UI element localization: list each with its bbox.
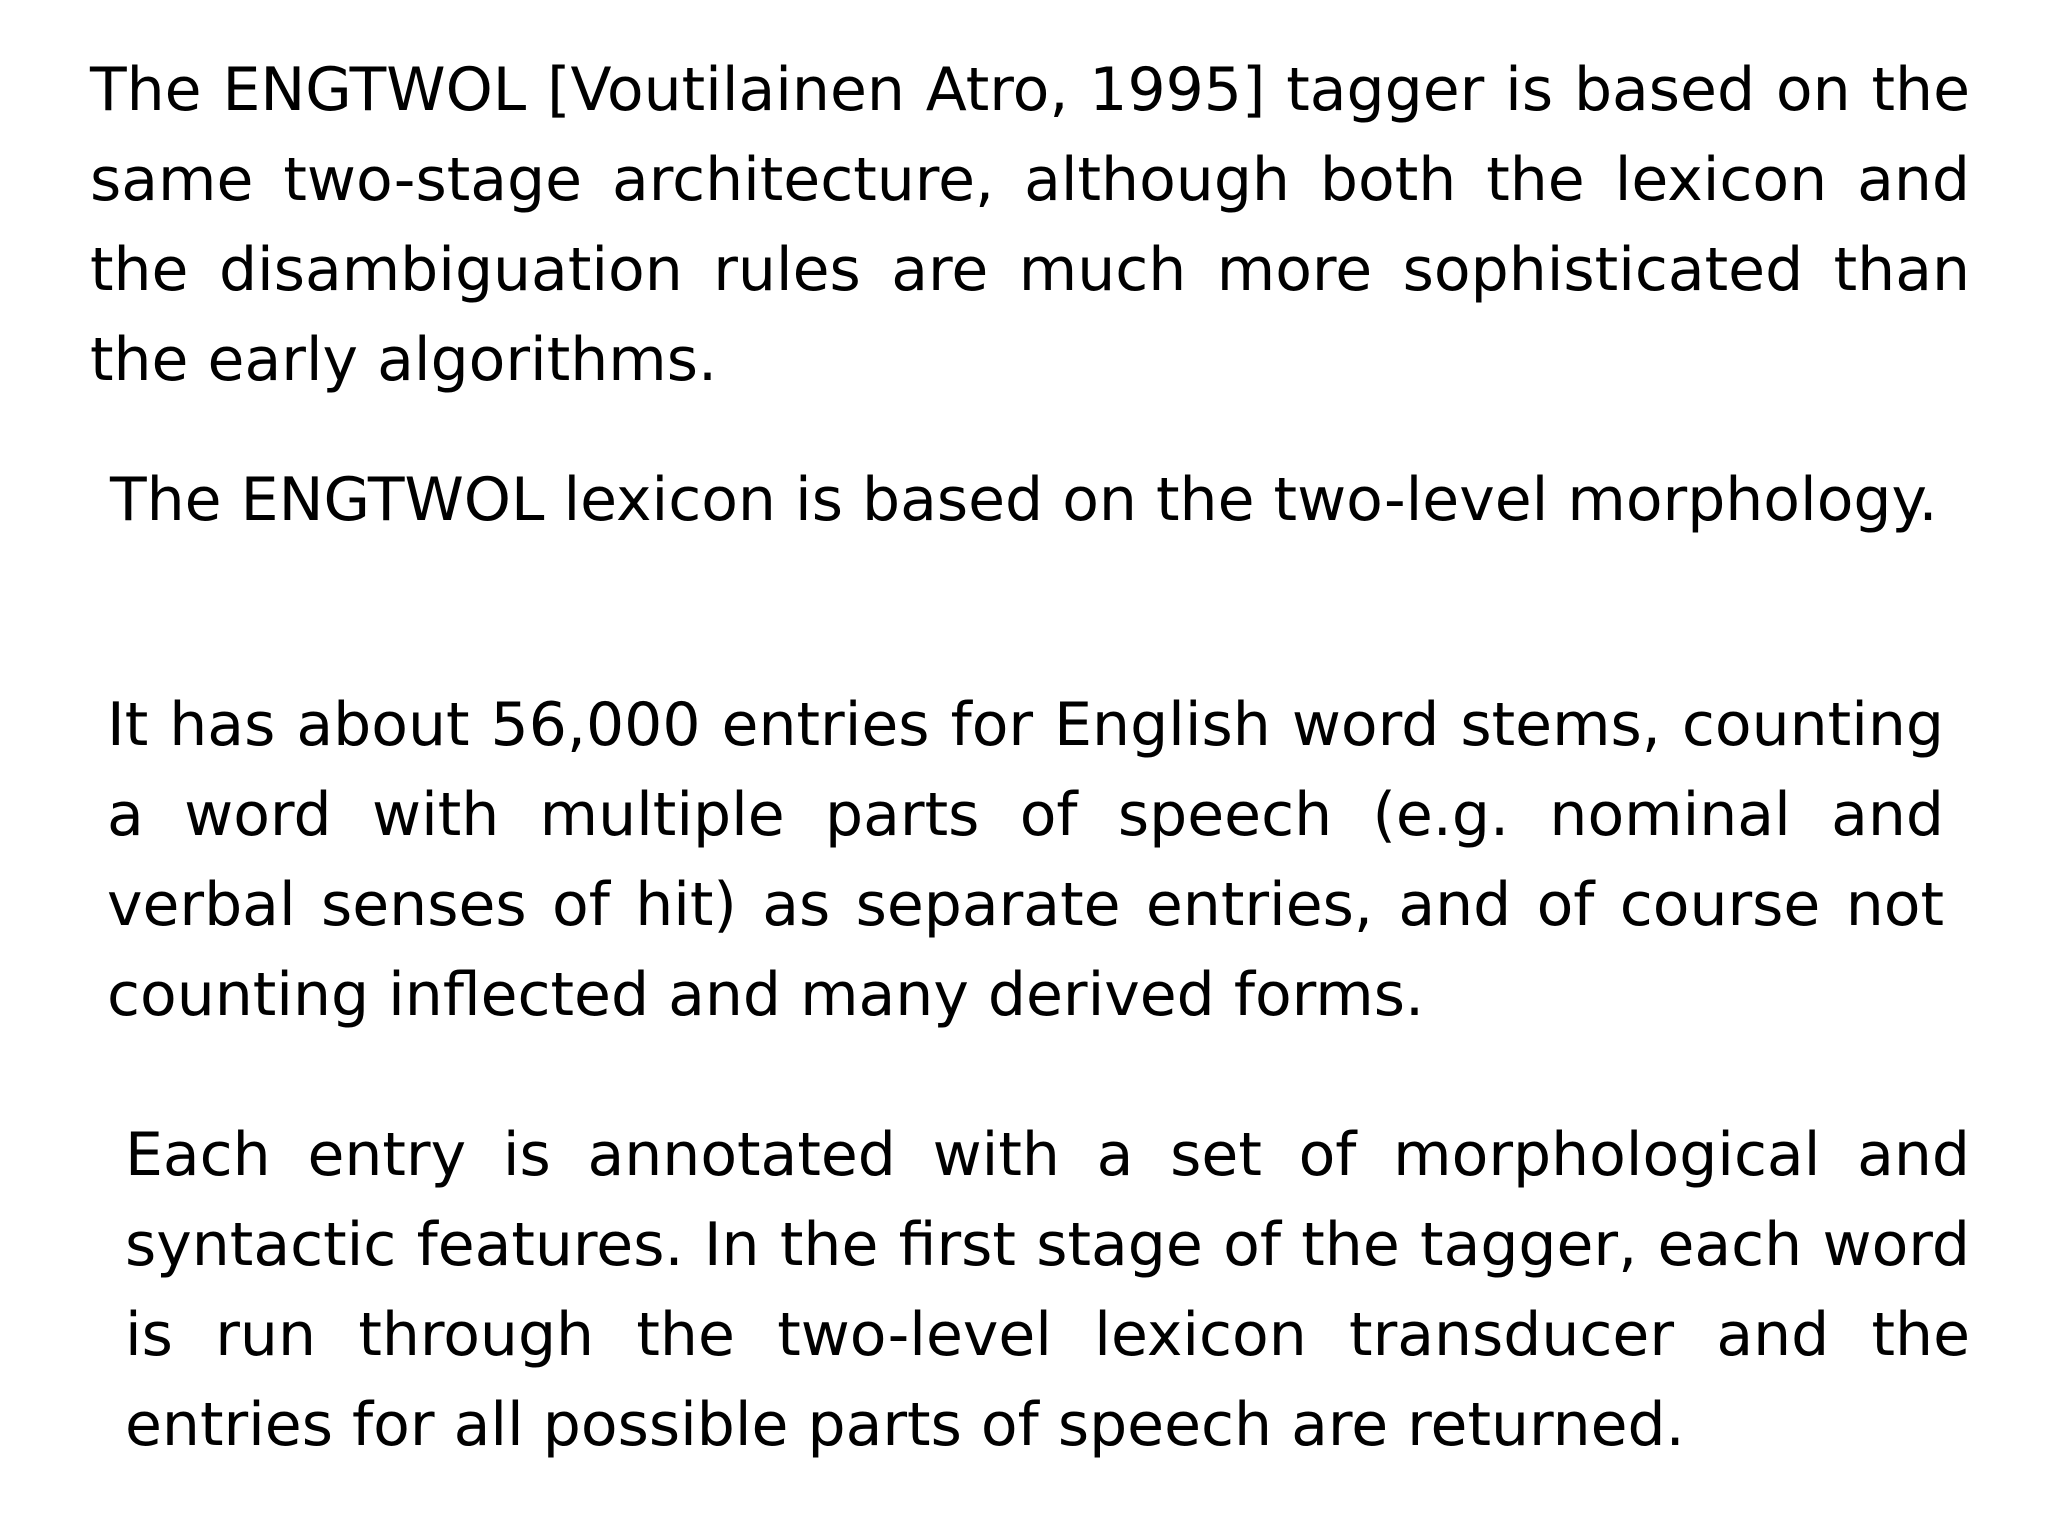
paragraph-entry-annotation: Each entry is annotated with a set of morphological and syntactic features. In the first stage of the tagger, each word is run through the two-level lexicon transducer and the entries for all possible parts of speech are returned. [125,1120,1970,1460]
paragraph-engtwol-lexicon: The ENGTWOL lexicon is based on the two-level morphology. [110,465,1938,535]
paragraph-engtwol-tagger: The ENGTWOL [Voutilainen Atro, 1995] tagger is based on the same two-stage architecture, although both the lexicon and the disambiguation rules are much more sophisticated than the early algorithms. [90,55,1970,395]
paragraph-lexicon-entries: It has about 56,000 entries for English word stems, counting a word with multiple parts of speech (e.g. nominal and verbal senses of hit) as separate entries, and of course not counting inflected and many derived forms. [107,690,1944,1030]
